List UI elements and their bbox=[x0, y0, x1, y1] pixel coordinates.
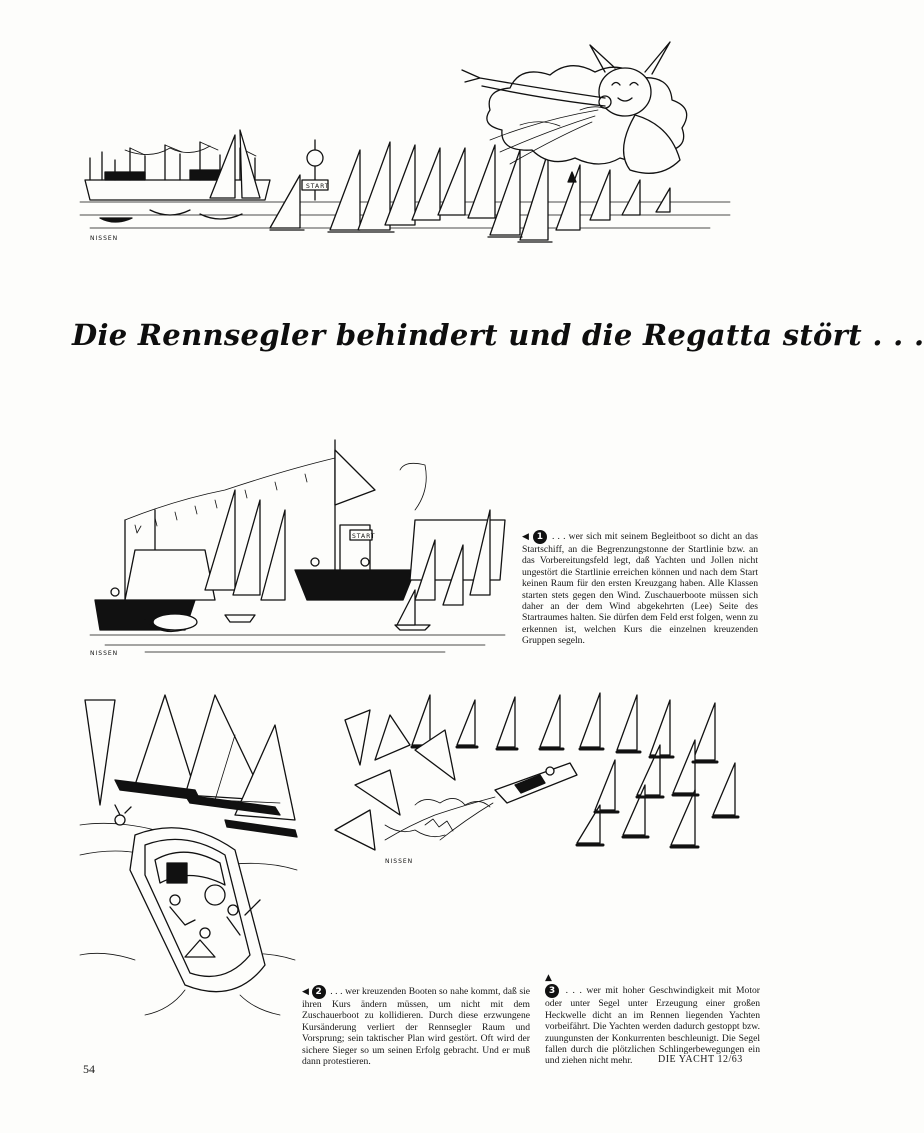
caption-2-number: 2 bbox=[312, 985, 326, 999]
caption-1 bbox=[522, 530, 758, 647]
page-headline: Die Rennsegler behindert und die Regatta stört . . . bbox=[72, 318, 924, 352]
caption-1-number: 1 bbox=[533, 530, 547, 544]
page-number: 54 bbox=[83, 1062, 95, 1076]
start-label-top: START bbox=[306, 183, 330, 190]
illustration-speedboat-wake bbox=[315, 685, 755, 870]
caption-2-arrow: ◀ bbox=[302, 987, 310, 998]
caption-3-arrow: ▲ bbox=[545, 973, 552, 983]
signature-1: NISSEN bbox=[90, 650, 119, 657]
signature-top: NISSEN bbox=[90, 235, 119, 242]
start-label-1: START bbox=[352, 533, 376, 540]
illustration-wind-god-regatta bbox=[70, 30, 750, 250]
caption-3-number: 3 bbox=[545, 984, 559, 998]
caption-2-text: . . . wer kreuzenden Booten so nahe kommt, daß sie ihren Kurs ändern müssen, um nicht mit dem Zuschauerboot zu kollidieren. Durch diese erzwungene Kursänderung verliert der Rennsegler Raum und Vorsprung; sein taktischer Plan wird gestört. Oft wird der sichere Sieger so um seinen Erfolg gebracht. Und er muß dann protestieren. bbox=[302, 986, 531, 1068]
signature-3: NISSEN bbox=[385, 858, 414, 865]
caption-3-text: . . . wer mit hoher Geschwindigkeit mit Motor oder unter Segel unter Erzeugung einer großen Heckwelle dicht an im Rennen liegenden Yachten vorbeifährt. Die Yachten werden dadurch gestoppt bzw. zuungunsten der Konkurrenten beschleunigt. Die Segel fallen durch die plötzlichen Schlingerbewegungen ein und ziehen nicht mehr. bbox=[545, 985, 760, 1067]
caption-2 bbox=[302, 985, 530, 1067]
caption-3 bbox=[545, 972, 760, 1067]
caption-1-text: . . . wer sich mit seinem Begleitboot so dicht an das Startschiff, an die Begrenzungstonne der Startlinie bzw. an das Vorbereitungsfeld legt, daß Yachten und Jollen nicht ungestört die Startlinie erreichen können und nach dem Start keinen Raum für den ersten Kreuzgang haben. Alle Klassen starten stets gegen den Wind. Zuschauerboote müssen sich daher an der dem Wind abgekehrten (Lee) Seite des Startraumes halten. Sie dürfen dem Feld erst folgen, wenn zu erkennen ist, welchen Kurs die einzelnen kreuzenden Gruppen segeln. bbox=[522, 531, 759, 647]
caption-1-arrow: ◀ bbox=[522, 532, 530, 543]
illustration-crowded-start bbox=[85, 430, 510, 660]
magazine-footer: DIE YACHT 12/63 bbox=[658, 1054, 743, 1065]
illustration-motorboat-crossing bbox=[75, 695, 300, 1020]
